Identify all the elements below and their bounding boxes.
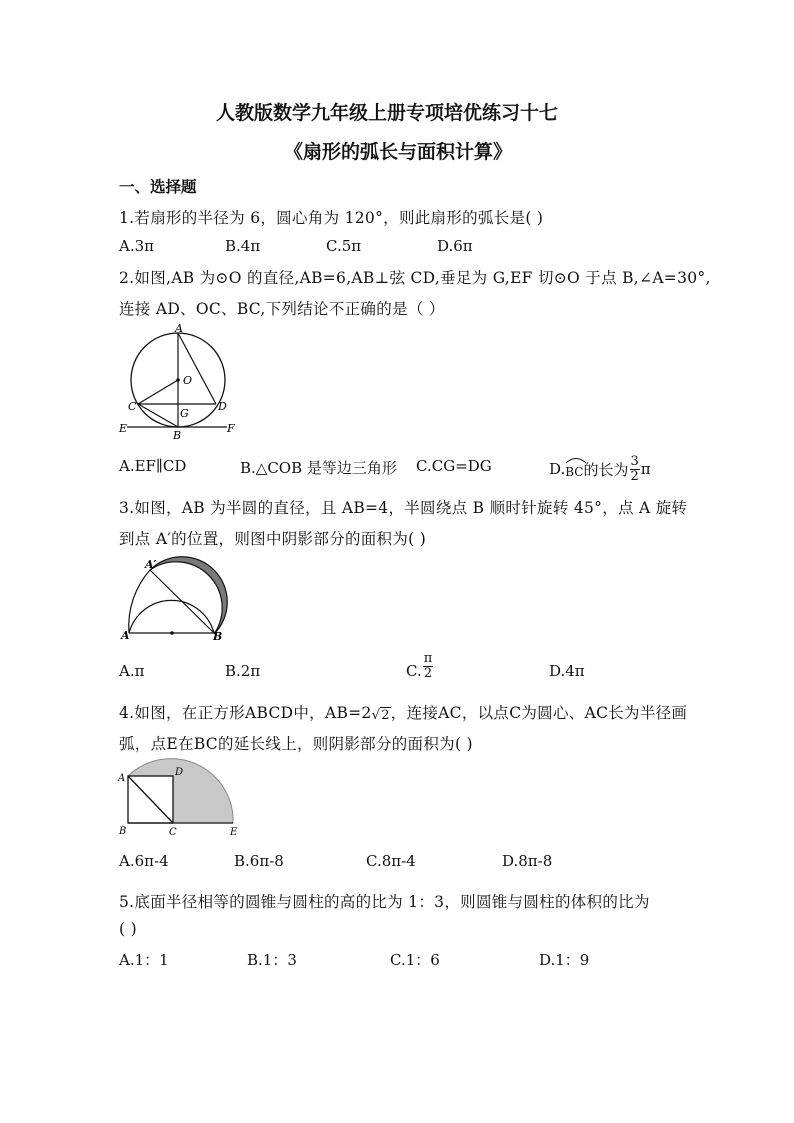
question-3-text-line1: 3.如图，AB 为半圆的直径，且 AB=4，半圆绕点 B 顺时针旋转 45°，点 A 旋转 xyxy=(119,499,688,517)
q4-label-a: A xyxy=(118,773,126,784)
q4-option-c: C.8π-4 xyxy=(366,852,416,870)
q5-option-a: A.1：1 xyxy=(119,951,169,969)
q2-label-c: C xyxy=(128,400,137,413)
q4-square-figure xyxy=(115,758,245,838)
q2-label-f: F xyxy=(227,422,235,435)
question-4-text-line2: 弧，点E在BC的延长线上，则阴影部分的面积为( ) xyxy=(119,735,473,753)
q2-option-d-mid: 的长为 xyxy=(583,460,629,479)
question-2-text-line1: 2.如图,AB 为⊙O 的直径,AB=6,AB⊥弦 CD,垂足为 G,EF 切⊙O 于点 B,∠A=30°, xyxy=(119,269,711,287)
q4-text-part2: ，连接AC，以点C为圆心、AC长为半径画 xyxy=(390,704,688,722)
q3-option-c-prefix: C. xyxy=(406,662,422,681)
q3-option-c xyxy=(406,652,434,680)
page-title: 人教版数学九年级上册专项培优练习十七 xyxy=(216,102,559,124)
q2-option-d-prefix: D. xyxy=(549,460,566,479)
q2-frac-numerator: 3 xyxy=(630,454,639,469)
arc-symbol xyxy=(565,456,587,464)
sqrt-symbol: √ xyxy=(371,708,381,723)
q3-frac-denominator: 2 xyxy=(423,665,433,681)
q3-option-a: A.π xyxy=(119,662,145,680)
q3-semicircle-figure xyxy=(115,553,235,643)
q3-option-d: D.4π xyxy=(549,662,585,680)
q3-label-a-prime: A′ xyxy=(145,558,157,571)
q2-label-e: E xyxy=(119,422,128,435)
question-3-text-line2: 到点 A′的位置，则图中阴影部分的面积为( ) xyxy=(119,530,427,548)
q2-option-b: B.△COB 是等边三角形 xyxy=(240,459,397,477)
q4-option-b: B.6π-8 xyxy=(234,852,284,870)
q2-label-a: A xyxy=(175,322,183,335)
q4-label-c: C xyxy=(169,827,177,838)
page-subtitle: 《扇形的弧长与面积计算》 xyxy=(284,141,513,163)
q2-label-g: G xyxy=(180,407,189,420)
question-2-text-line2: 连接 AD、OC、BC,下列结论不正确的是（ ） xyxy=(119,300,445,318)
q1-option-c: C.5π xyxy=(326,237,362,255)
q2-circle-figure xyxy=(115,322,240,444)
q3-option-c-fraction xyxy=(423,652,434,680)
q5-option-d: D.1：9 xyxy=(539,951,590,969)
question-4-text-line1 xyxy=(119,701,687,723)
q3-option-b: B.2π xyxy=(225,662,261,680)
q2-arc-bc xyxy=(565,458,583,480)
q2-option-c: C.CG=DG xyxy=(416,457,492,475)
q2-option-d-pi: π xyxy=(640,460,651,479)
q2-label-b: B xyxy=(173,429,182,442)
q4-option-d: D.8π-8 xyxy=(502,852,553,870)
question-5-text-line2: ( ) xyxy=(119,920,137,938)
q4-label-e: E xyxy=(230,827,238,838)
q5-option-c: C.1：6 xyxy=(390,951,440,969)
q1-option-d: D.6π xyxy=(437,237,473,255)
q2-label-o: O xyxy=(183,374,193,387)
q3-label-b: B xyxy=(213,630,223,643)
q4-option-a: A.6π-4 xyxy=(119,852,169,870)
section-heading: 一、选择题 xyxy=(119,177,197,196)
q5-option-b: B.1：3 xyxy=(247,951,297,969)
q4-text-part1: 4.如图，在正方形ABCD中，AB=2 xyxy=(119,704,372,722)
q2-arc-label: BC xyxy=(565,465,584,480)
q2-frac-denominator: 2 xyxy=(630,468,639,484)
q2-label-d: D xyxy=(218,400,227,413)
question-5-text-line1: 5.底面半径相等的圆锥与圆柱的高的比为 1：3，则圆锥与圆柱的体积的比为 xyxy=(119,893,650,911)
q2-option-a: A.EF∥CD xyxy=(119,457,187,475)
q4-label-b: B xyxy=(119,826,127,837)
q2-option-d xyxy=(549,455,651,483)
q1-option-b: B.4π xyxy=(225,237,261,255)
q2-option-d-fraction xyxy=(630,455,640,483)
q1-option-a: A.3π xyxy=(119,237,155,255)
q3-frac-numerator: π xyxy=(423,651,433,666)
question-1-text: 1.若扇形的半径为 6，圆心角为 120°，则此扇形的弧长是( ) xyxy=(119,209,544,227)
q4-label-d: D xyxy=(175,767,184,778)
q3-label-a: A xyxy=(121,629,130,642)
q4-sqrt-radicand: 2 xyxy=(381,708,390,723)
